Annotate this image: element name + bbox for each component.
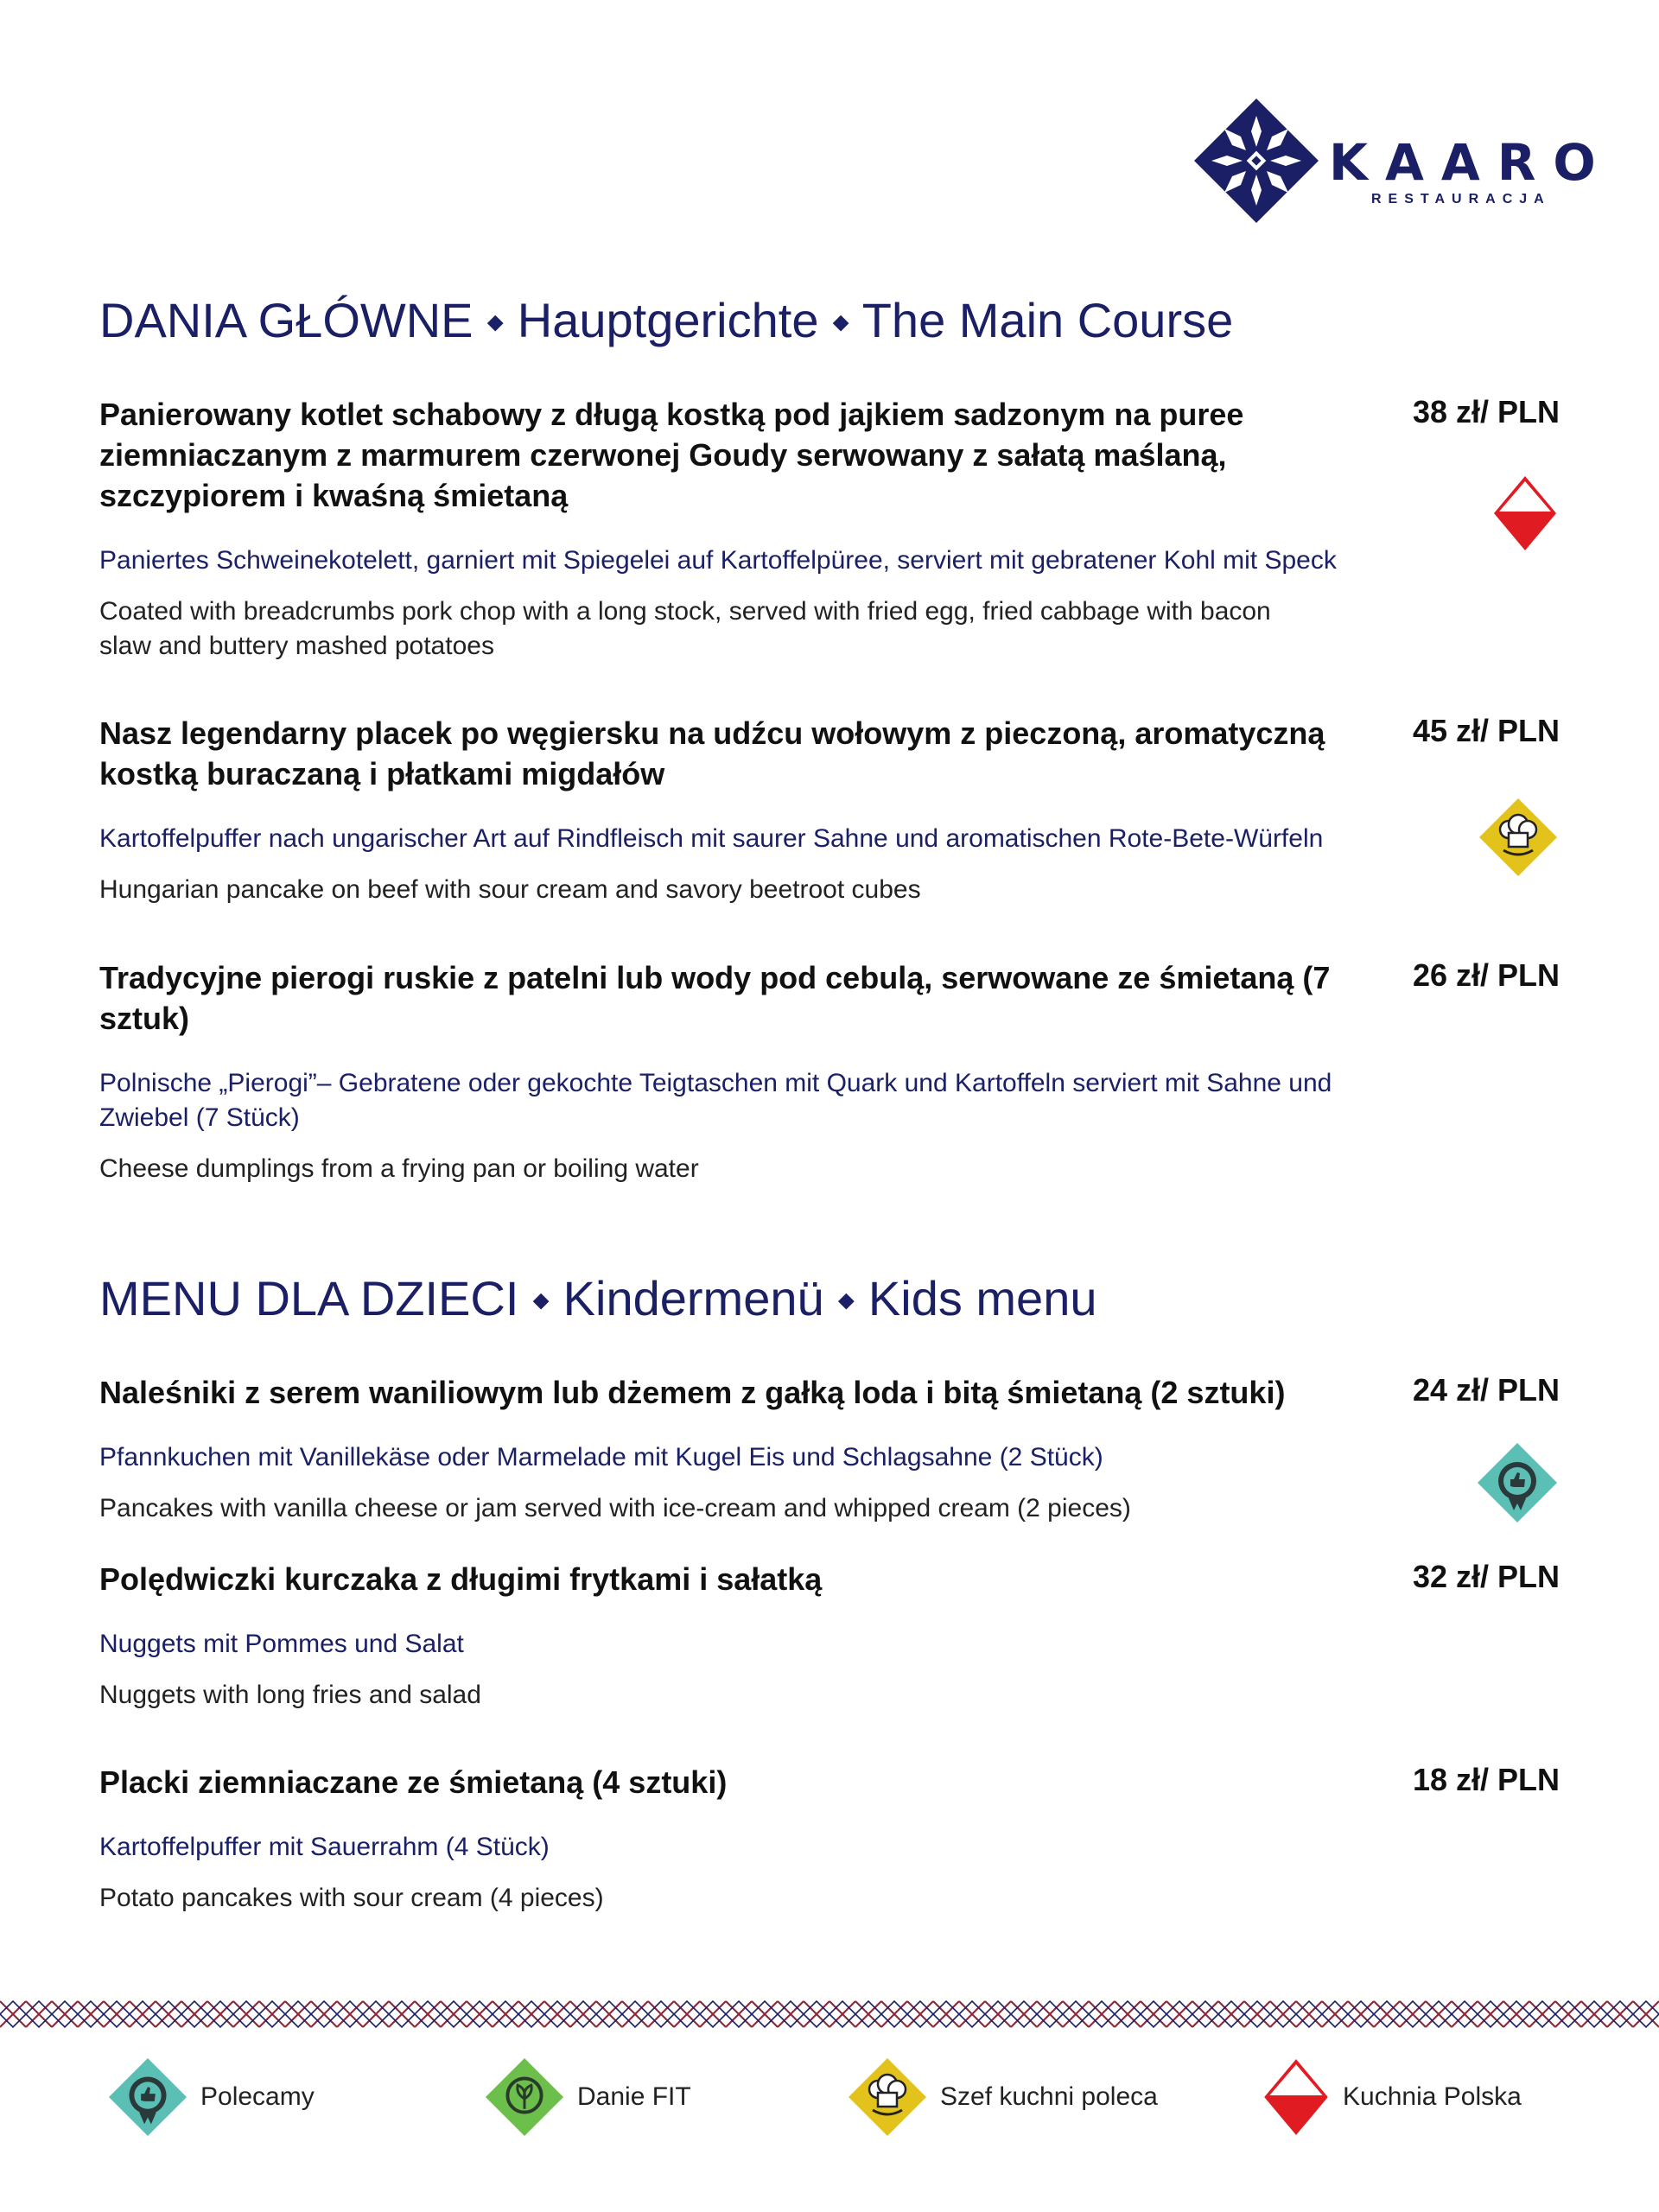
dish-name-pl: Naleśniki z serem waniliowym lub dżemem z gałką loda i bitą śmietaną (2 sztuki) [99, 1375, 1286, 1410]
dish-price: 45 zł/ PLN [1412, 713, 1560, 748]
menu-item [99, 1762, 1568, 1916]
dish-price: 18 zł/ PLN [1412, 1762, 1560, 1797]
dish-name-pl: Panierowany kotlet schabowy z długą kostką pod jajkiem sadzonym na puree ziemniaczanym z marmurem czerwonej Goudy serwowany z sałatą maślaną, szczypiorem i kwaśną śmietaną [99, 397, 1244, 513]
snowflake-logo-icon [1192, 97, 1320, 225]
legend-item-szef-kuchni [847, 2050, 1158, 2145]
dish-name-pl: Placki ziemniaczane ze śmietaną (4 sztuki) [99, 1764, 728, 1800]
menu-item [99, 957, 1568, 1186]
dish-price: 32 zł/ PLN [1412, 1559, 1560, 1594]
dish-name-de: Kartoffelpuffer nach ungarischer Art auf Rindfleisch mit saurer Sahne und aromatischen Rote-Bete-Würfeln [99, 824, 1324, 853]
decorative-border [0, 1993, 1659, 2036]
dish-name-pl: Tradycyjne pierogi ruskie z patelni lub wody pod cebulą, serwowane ze śmietaną (7 sztuk) [99, 960, 1331, 1036]
chef-hat-icon [847, 2056, 928, 2138]
thumbs-up-rosette-icon [107, 2056, 188, 2138]
kids-menu-title: MENU DLA DZIECI ⬩ Kindermenü ⬩ Kids menu [99, 1271, 1097, 1325]
dish-name-de: Nuggets mit Pommes und Salat [99, 1630, 464, 1658]
legend-item-polecamy [107, 2050, 315, 2145]
dish-name-en: Pancakes with vanilla cheese or jam served with ice-cream and whipped cream (2 pieces) [99, 1494, 1131, 1522]
dish-name-pl: Polędwiczki kurczaka z długimi frytkami i sałatką [99, 1561, 823, 1597]
dish-name-de: Paniertes Schweinekotelett, garniert mit Spiegelei auf Kartoffelpüree, serviert mit gebratener Kohl mit Speck [99, 546, 1337, 575]
dish-name-de: Polnische „Pierogi”– Gebratene oder gekochte Teigtaschen mit Quark und Kartoffeln serviert mit Sahne und Zwiebel (7 Stück) [99, 1069, 1332, 1132]
legend-label: Kuchnia Polska [1343, 2082, 1522, 2111]
dish-price: 26 zł/ PLN [1412, 957, 1560, 993]
legend-label: Danie FIT [577, 2082, 691, 2111]
legend-item-danie-fit [484, 2050, 691, 2145]
menu-item [99, 1559, 1568, 1713]
menu-item [99, 394, 1568, 664]
dish-name-de: Kartoffelpuffer mit Sauerrahm (4 Stück) [99, 1833, 550, 1861]
chef-hat-icon [1478, 797, 1559, 878]
dish-name-en: Cheese dumplings from a frying pan or boiling water [99, 1154, 699, 1183]
dish-name-pl: Nasz legendarny placek po węgiersku na udźcu wołowym z pieczoną, aromatyczną kostką buraczaną i płatkami migdałów [99, 715, 1325, 791]
restaurant-logo [1192, 97, 1613, 226]
brand-subtitle: RESTAURACJA [1371, 192, 1551, 207]
legend-label: Szef kuchni poleca [940, 2082, 1158, 2111]
thumbs-up-rosette-icon [1476, 1441, 1559, 1524]
kuchnia-polska-icon [1491, 474, 1559, 553]
dish-price: 24 zł/ PLN [1412, 1372, 1560, 1408]
brand-name: KAARO [1329, 133, 1613, 192]
leaf-icon [484, 2056, 565, 2138]
main-course-title: DANIA GŁÓWNE ⬩ Hauptgerichte ⬩ The Main Course [99, 293, 1234, 347]
dish-name-en: Potato pancakes with sour cream (4 pieces) [99, 1884, 604, 1912]
dish-name-en: Coated with breadcrumbs pork chop with a long stock, served with fried egg, fried cabbage with bacon slaw and buttery mashed potatoes [99, 597, 1271, 660]
legend-item-kuchnia-polska [1262, 2050, 1522, 2145]
dish-name-en: Nuggets with long fries and salad [99, 1681, 481, 1709]
dish-name-de: Pfannkuchen mit Vanillekäse oder Marmelade mit Kugel Eis und Schlagsahne (2 Stück) [99, 1443, 1103, 1471]
legend-label: Polecamy [200, 2082, 315, 2111]
icon-legend [0, 2050, 1659, 2145]
dish-name-en: Hungarian pancake on beef with sour cream and savory beetroot cubes [99, 875, 921, 904]
menu-item [99, 713, 1568, 907]
dish-price: 38 zł/ PLN [1412, 394, 1560, 429]
menu-item [99, 1372, 1568, 1526]
kuchnia-polska-icon [1262, 2056, 1331, 2138]
